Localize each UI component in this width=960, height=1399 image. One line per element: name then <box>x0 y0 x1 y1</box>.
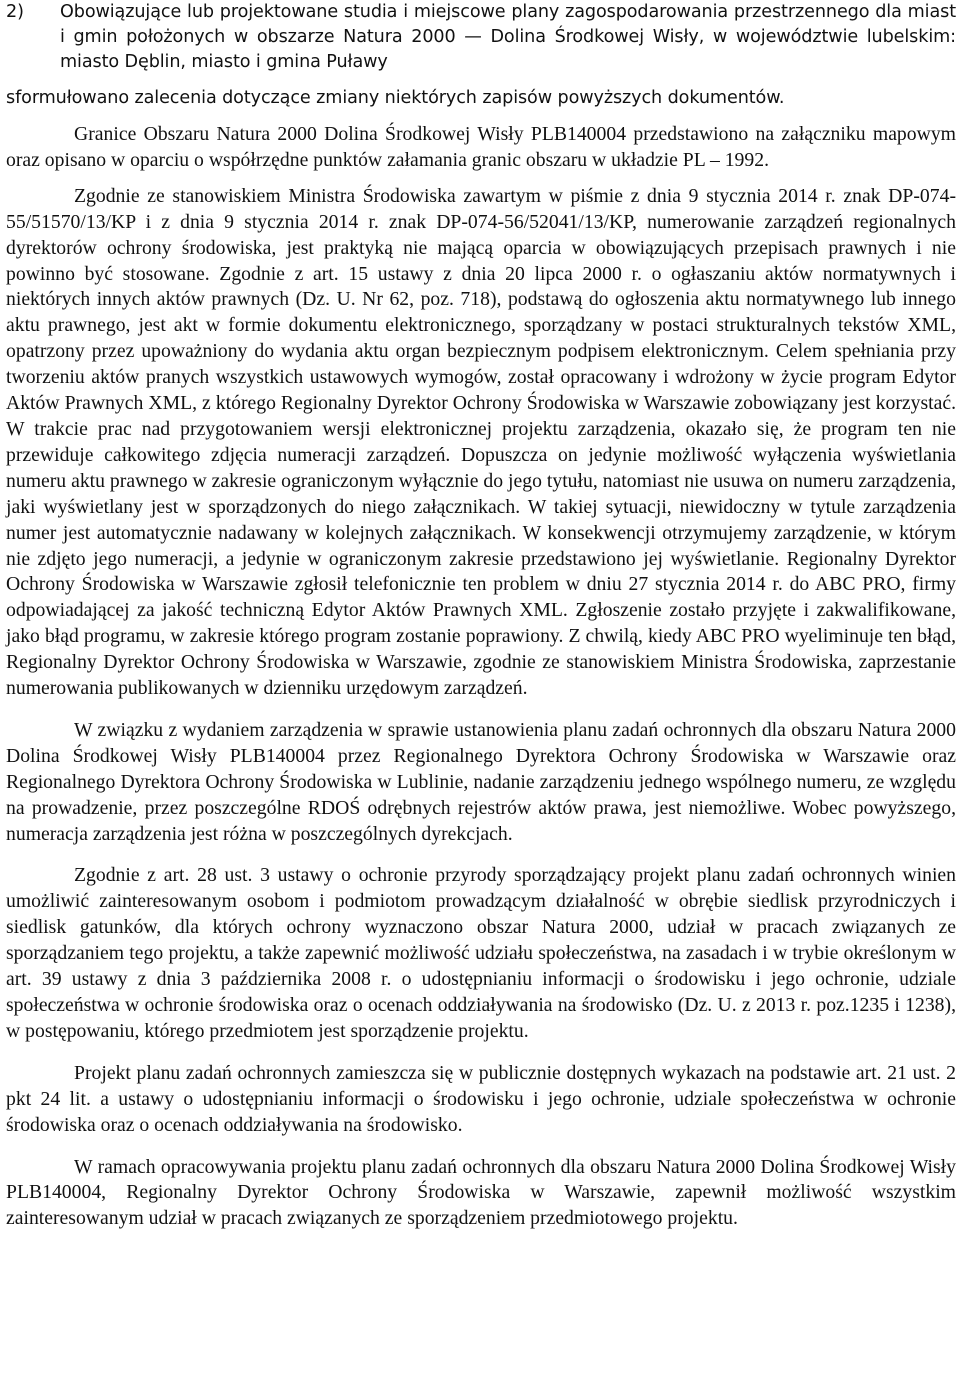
paragraph-public-register: Projekt planu zadań ochronnych zamieszcza się w publicznie dostępnych wykazach na podstawie art. 21 ust. 2 pkt 24 lit. a ustawy o udostępnianiu informacji o środowisku i jego ochronie, udziale społeczeństwa w ochronie środowiska oraz o ocenach oddziaływania na środowisko. <box>6 1061 956 1136</box>
list-item-text: Obowiązujące lub projektowane studia i miejscowe plany zagospodarowania przestrzennego dla miast i gmin położonych w obszarze Natura 2000 — Dolina Środkowej Wisły, w województwie lubelskim: miasto Dęblin, miasto i gmina Puławy <box>60 2 956 72</box>
paragraph-joint-number: W związku z wydaniem zarządzenia w sprawie ustanowienia planu zadań ochronnych dla obszaru Natura 2000 Dolina Środkowej Wisły PLB140004 przez Regionalnego Dyrektora Ochrony Środowiska w Warszawie oraz Regionalnego Dyrektora Ochrony Środowiska w Lublinie, nadanie zarządzeniu jednego wspólnego numeru, ze względu na prowadzenie, przez poszczególne RDOŚ odrębnych rejestrów aktów prawa, jest niemożliwe. Wobec powyższego, numeracja zarządzenia jest różna w poszczególnych dyrekcjach. <box>6 718 956 845</box>
list-item <box>6 0 956 75</box>
list-item-number: 2) <box>6 2 24 22</box>
paragraph-project-work: W ramach opracowywania projektu planu zadań ochronnych dla obszaru Natura 2000 Dolina Środkowej Wisły PLB140004, Regionalny Dyrektor Ochrony Środowiska w Warszawie, zapewnił możliwość wszystkim zainteresowanym udział w pracach związanych ze sporządzeniem przedmiotowego projektu. <box>6 1155 956 1230</box>
paragraph-public-participation: Zgodnie z art. 28 ust. 3 ustawy o ochronie przyrody sporządzający projekt planu zadań ochronnych winien umożliwić zainteresowanym osobom i podmiotom prowadzącym działalność w obrębie siedlisk przyrodniczych i siedlisk gatunków, dla których ochrony wyznaczono obszar Natura 2000, udział w pracach związanych ze sporządzaniem tego projektu, a także zapewnić możliwość udziału społeczeństwa, na zasadach i w trybie określonym w art. 39 ustawy z dnia 3 października 2008 r. o udostępnianiu informacji o środowisku i jego ochronie, udziale społeczeństwa w ochronie środowiska oraz o ocenach oddziaływania na środowisko (Dz. U. z 2013 r. poz.1235 i 1238), w postępowaniu, którego przedmiotem jest sporządzenie projektu. <box>6 864 956 1042</box>
lead-in-text: sformułowano zalecenia dotyczące zmiany niektórych zapisów powyższych dokumentów. <box>6 88 785 108</box>
paragraph-boundaries: Granice Obszaru Natura 2000 Dolina Środkowej Wisły PLB140004 przedstawiono na załączniku mapowym oraz opisano w oparciu o współrzędne punktów załamania granic obszaru w układzie PL – 1992. <box>6 123 956 171</box>
paragraph-numbering: Zgodnie ze stanowiskiem Ministra Środowiska zawartym w piśmie z dnia 9 stycznia 2014 r. znak DP-074-55/51570/13/KP i z dnia 9 stycznia 2014 r. znak DP-074-56/52041/13/KP, numerowanie zarządzeń regionalnych dyrektorów ochrony środowiska, jest praktyką nie mającą oparcia w obowiązujących przepisach prawnych i nie powinno być stosowane. Zgodnie z art. 15 ustawy z dnia 20 lipca 2000 r. o ogłaszaniu aktów normatywnych i niektórych innych aktów prawnych (Dz. U. Nr 62, poz. 718), podstawą do ogłoszenia aktu normatywnego lub innego aktu prawnego, jest akt w formie dokumentu elektronicznego, sporządzany w postaci strukturalnych tekstów XML, opatrzony przez upoważniony do wydania aktu organ bezpiecznym podpisem elektronicznym. Celem spełniania przy tworzeniu aktów pranych wszystkich ustawowych wymogów, został opracowany i wdrożony w życie program Edytor Aktów Prawnych XML, z którego Regionalny Dyrektor Ochrony Środowiska w Warszawie zobowiązany jest korzystać. W trakcie prac nad przygotowaniem wersji elektronicznej projektu zarządzenia, okazało się, że program ten nie przewiduje całkowitego zdjęcia numeracji zarządzeń. Dopuszcza on jedynie możliwość wyłączenia wyświetlania numeru aktu prawnego w zakresie ograniczonym wyłącznie do jego tytułu, natomiast nie usuwa on numeru zarządzenia, jaki wyświetlany jest w sporządzonych do niego załącznikach. W takiej sytuacji, niewidoczny w tytule zarządzenia numer jest automatycznie nadawany w kolejnych załącznikach. W konsekwencji otrzymujemy zarządzenie, w którym nie zdjęto jego numeracji, a jedynie w ograniczonym zakresie przedstawiono jej wyświetlanie. Regionalny Dyrektor Ochrony Środowiska w Warszawie zgłosił telefonicznie ten problem w dniu 27 stycznia 2014 r. do ABC PRO, firmy odpowiadającej za jakość techniczną Edytor Aktów Prawnych XML. Zgłoszenie zostało przyjęte i zakwalifikowane, jako błąd programu, w zakresie którego program zostanie poprawiony. Z chwilą, kiedy ABC PRO wyeliminuje ten błąd, Regionalny Dyrektor Ochrony Środowiska w Warszawie, zgodnie ze stanowiskiem Ministra Środowiska, zaprzestanie numerowania publikowanych w dzienniku urzędowym zarządzeń. <box>6 184 956 700</box>
body-text <box>6 122 956 1232</box>
